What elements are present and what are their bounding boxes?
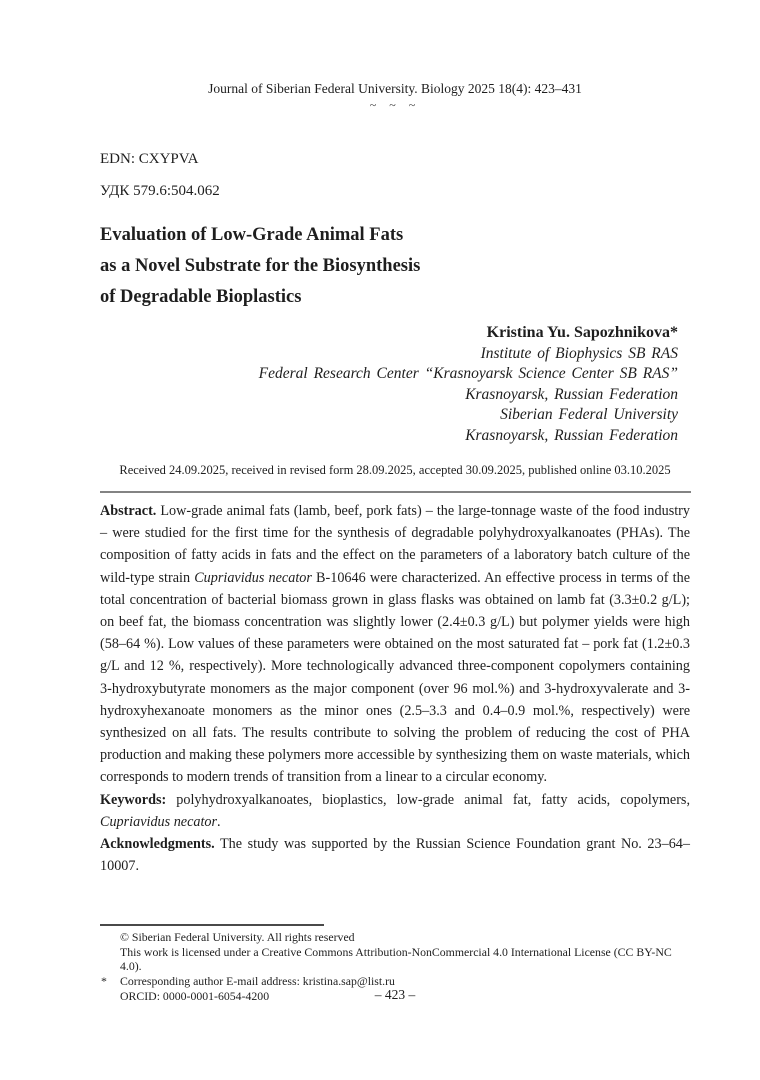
- affiliation-city-2: Krasnoyarsk, Russian Federation: [465, 426, 678, 444]
- keywords-label: Keywords:: [100, 791, 167, 808]
- keywords-species-name: Cupriavidus necator: [100, 813, 218, 830]
- article-title-line-2: as a Novel Substrate for the Biosynthesis: [100, 256, 421, 276]
- edn-code: EDN: CXYPVA: [100, 151, 199, 167]
- abstract-species-name: Cupriavidus necator: [194, 569, 312, 586]
- udk-code: УДК 579.6:504.062: [100, 183, 220, 199]
- author-block: [100, 323, 678, 446]
- abstract-paragraph: [100, 500, 690, 789]
- acknowledgments-text: The study was supported by the Russian Science Foundation grant No. 23–64–10007.: [100, 836, 690, 875]
- page-number: – 423 –: [374, 987, 416, 1002]
- copyright-line: © Siberian Federal University. All rights reserved: [120, 930, 355, 944]
- abstract-text-1: Low-grade animal fats (lamb, beef, pork fats) – the large-tonnage waste of the food industry – were studied for the first time for the synthesis of degradable polyhydroxyalkanoates (PHAs). The composition of fatty acids in fats and the effect on the parameters of a laboratory batch culture of the wild-type strain: [100, 503, 690, 586]
- keywords-tail: .: [217, 813, 221, 830]
- orcid-line: ORCID: 0000-0001-6054-4200: [120, 988, 270, 1003]
- abstract-label: Abstract.: [100, 503, 157, 519]
- journal-header: Journal of Siberian Federal University. Biology 2025 18(4): 423–431: [208, 81, 582, 96]
- affiliation-university: Siberian Federal University: [500, 406, 678, 423]
- article-title: [100, 220, 690, 313]
- abstract-text-2: B-10646 were characterized. An effective process in terms of the total concentration of bacterial biomass grown in glass flasks was obtained on lamb fat (3.3±0.2 g/L); on beef fat, the biomass concentration was slightly lower (2.4±0.3 g/L) but polymer yields were high (58–64 %). Low values of these parameters were obtained on the most saturated fat – pork fat (1.2±0.3 g/L and 12 %, respectively). More technologically advanced three-component copolymers containing 3-hydroxybutyrate monomers as the major component (over 96 mol.%) and 3-hydroxyvalerate and 3-hydroxyhexanoate monomers as the minor ones (2.5–3.3 and 0.4–0.9 mol.%, respectively) were synthesized on all fats. The results contribute to solving the problem of reducing the cost of PHA production and making these polymers more accessible by synthesizing them on waste materials, which corresponds to modern trends of transition from a linear to a circular economy.: [100, 569, 690, 786]
- license-line: This work is licensed under a Creative Commons Attribution-NonCommercial 4.0 International License (CC BY-NC 4.0).: [120, 944, 672, 974]
- corresponding-author-text: Corresponding author E-mail address: kristina.sap@list.ru: [120, 974, 395, 989]
- article-body: [100, 500, 690, 877]
- tilde-separator: ~ ~ ~: [369, 98, 421, 112]
- abstract-top-rule: [100, 491, 691, 493]
- affiliation-research-center: Federal Research Center “Krasnoyarsk Science Center SB RAS”: [258, 365, 678, 382]
- acknowledgments-paragraph: [100, 833, 690, 877]
- acknowledgments-label: Acknowledgments.: [100, 836, 215, 853]
- keywords-list: polyhydroxyalkanoates, bioplastics, low-grade animal fat, fatty acids, copolymers,: [166, 791, 690, 808]
- affiliation-institute: Institute of Biophysics SB RAS: [480, 344, 678, 362]
- affiliation-city-1: Krasnoyarsk, Russian Federation: [465, 385, 678, 403]
- keywords-paragraph: [100, 789, 690, 833]
- asterisk-marker: *: [101, 974, 107, 989]
- article-title-line-3: of Degradable Bioplastics: [100, 287, 302, 307]
- received-dates-line: Received 24.09.2025, received in revised form 28.09.2025, accepted 30.09.2025, published online 03.10.2025: [119, 463, 671, 477]
- author-name: Kristina Yu. Sapozhnikova*: [486, 324, 678, 341]
- footnote-rule: [100, 924, 324, 926]
- article-title-line-1: Evaluation of Low-Grade Animal Fats: [100, 225, 404, 245]
